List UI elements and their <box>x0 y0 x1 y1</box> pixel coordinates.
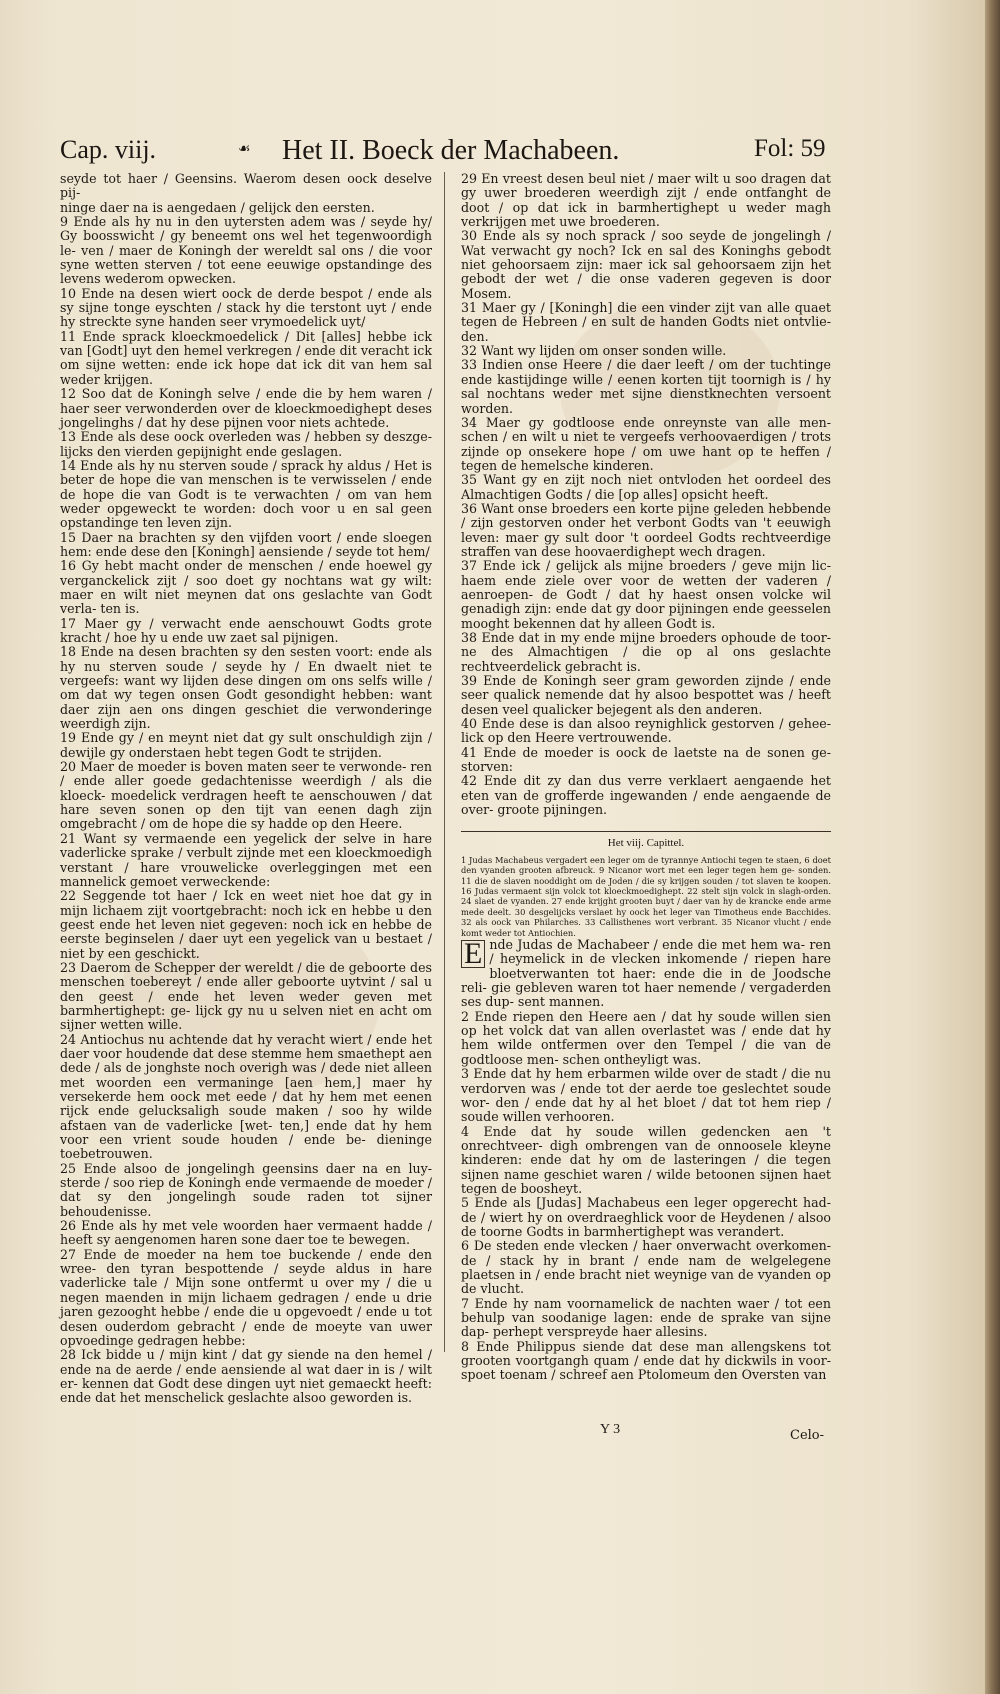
verse: 19 Ende gy / en meynt niet dat gy sult onschuldigh zijn / dewijle gy onderstaen hebt tegen Godt te strijden. <box>60 730 432 760</box>
column-divider <box>444 172 445 1352</box>
chapter-heading: Het viij. Capittel. <box>461 831 831 850</box>
verse: 2 Ende riepen den Heere aen / dat hy soude willen sien op het volck dat van allen overlastet was / ende dat hy hem wilde ontfermen over den Tempel / die van de godtloose men- schen ontheyligt was. <box>461 1008 831 1067</box>
verse: ninge daer na is aengedaen / gelijck den eersten. <box>60 199 375 215</box>
left-column <box>60 172 432 1406</box>
verse: seyde tot haer / Geensins. Waerom desen oock deselve pij- <box>60 171 432 201</box>
verse: 27 Ende de moeder na hem toe buckende / ende den wree- den tyran bespottende / seyde aldus in hare vaderlicke tale / Mijn sone ontfermt u over my / die u negen maenden in mijn lichaem gedragen / ende u drie jaren gezooght hebbe / ende die u opgevoedt / ende u tot desen ouderdom gebracht / ende de moeyte van uwer opvoedinge gedragen hebbe: <box>60 1246 432 1348</box>
catchword: Celo- <box>790 1428 825 1443</box>
verse: 34 Maer gy godtloose ende onreynste van alle men- schen / en wilt u niet te vergeefs verhoovaerdigen / trots zijnde op onsekere hope / om uwe hant op te heffen / tegen de hemelsche kinderen. <box>461 414 831 473</box>
ornament-icon: ☙ <box>238 142 251 157</box>
verse: 35 Want gy en zijt noch niet ontvloden het oordeel des Almachtigen Godts / die [op alles] opsicht heeft. <box>461 472 831 502</box>
verse: 3 Ende dat hy hem erbarmen wilde over de stadt / die nu verdorven was / ende tot der aerde toe geslechtet soude wor- den / ende dat hy al het bloet / dat tot hem riep / soude willen verhooren. <box>461 1066 831 1125</box>
chapter-label: Cap. viij. <box>60 135 157 164</box>
verse: 6 De steden ende vlecken / haer onverwacht overkomen- de / stack hy in brant / ende nam de welgelegene plaetsen in / ende bracht niet weynige van de vyanden op de vlucht. <box>461 1238 831 1297</box>
verse: 12 Soo dat de Koningh selve / ende die by hem waren / haer seer verwonderden over de kloeckmoedighept deses jongelinghs / dat hy dese pijnen voor niets achtede. <box>60 386 432 430</box>
verse: 25 Ende alsoo de jongelingh geensins daer na en luy- sterde / soo riep de Koningh ende vermaende de moeder / dat sy den jongelingh soude raden tot sijner behoudenisse. <box>60 1160 432 1219</box>
book-title: Het II. Boeck der Machabeen. <box>282 135 620 166</box>
running-header <box>60 135 840 175</box>
verse: 33 Indien onse Heere / die daer leeft / om der tuchtinge ende kastijdinge wille / eenen korten tijt toornigh is / hy sal nochtans weder met sijne dienstknechten versoent worden. <box>461 357 831 416</box>
folio-number: Fol: 59 <box>754 135 826 162</box>
verse: 38 Ende dat in my ende mijne broeders ophoude de toor- ne des Almachtigen / die op al ons geslachte rechtveerdelick gebracht is. <box>461 630 831 674</box>
verse: 4 Ende dat hy soude willen gedencken aen 't onrechtveer- digh ombrengen van de onnoosele kleyne kinderen: ende dat hy om de lasteringen / die tegen sijnen name geschiet waren / wilde betoonen sijnen haet tegen de boosheyt. <box>461 1123 831 1196</box>
verse: 13 Ende als dese oock overleden was / hebben sy deszge- lijcks den vierden gepijnight ende geslagen. <box>60 429 432 459</box>
verse: 5 Ende als [Judas] Machabeus een leger opgerecht had- de / wiert hy on overdraeghlick voor de Heydenen / alsoo de toorne Godts in barmhertighept was verandert. <box>461 1195 831 1239</box>
verse: 32 Want wy lijden om onser sonden wille. <box>461 343 727 359</box>
verse: 22 Seggende tot haer / Ick en weet niet hoe dat gy in mijn lichaem zijt voortgebracht: noch ick en hebbe u den geest ende het leven niet gegeven: noch ick en hebbe de eerste beginselen / daer uyt een yegelick van u bestaet / niet by een geschickt. <box>60 888 432 961</box>
verse: 20 Maer de moeder is boven maten seer te verwonde- ren / ende aller goede gedachtenisse weerdigh / als die kloeck- moedelick verdragen heeft te aenschouwen / dat hare seven sonen op den tijt van eenen dagh zijn omgebracht / om de hope die sy hadde op den Heere. <box>60 759 432 832</box>
verse: 31 Maer gy / [Koningh] die een vinder zijt van alle quaet tegen de Hebreen / en sult de handen Godts niet ontvlie- den. <box>461 300 831 344</box>
chapter-opening <box>461 938 831 1010</box>
verse: 23 Daerom de Schepper der wereldt / die de geboorte des menschen toebereyt / ende aller geboorte uytvint / sal u den geest / ende het leven weder geven met barmhertighept: ge- lijck gy nu u selven niet en acht om sijner wetten wille. <box>60 959 432 1033</box>
signature-mark: Y 3 <box>600 1422 621 1437</box>
verse: 36 Want onse broeders een korte pijne geleden hebbende / zijn gestorven onder het verbont Godts van 't eeuwigh leven: maer gy sult door 't oordeel Godts rechtveerdige straffen van dese hoovaerdighept wech dragen. <box>461 500 831 559</box>
verse: 21 Want sy vermaende een yegelick der selve in hare vaderlicke sprake / verbult zijnde met een kloeckmoedigh verstant / hare vrouwelicke overleggingen met een mannelick gemoet verweckende: <box>60 830 432 889</box>
verse: 10 Ende na desen wiert oock de derde bespot / ende als sy sijne tonge eyschten / stack hy die terstont uyt / ende hy streckte syne handen seer vrymoedelick uyt/ <box>60 285 432 330</box>
verse: 26 Ende als hy met vele woorden haer vermaent hadde / heeft sy aengenomen haren sone daer toe te bewegen. <box>60 1218 432 1248</box>
verse: 8 Ende Philippus siende dat dese man allengskens tot grooten voortgangh quam / ende dat hy dickwils in voor- spoet toenam / schreef aen Ptolomeum den Oversten van <box>461 1338 831 1383</box>
chapter-summary: 1 Judas Machabeus vergadert een leger om de tyrannye Antiochi tegen te staen, 6 doet den vyanden grooten afbreuck. 9 Nicanor wort met een leger tegen hem ge- sonden. 11 die de slaven nooddight om de Joden / die sy krijgen souden / tot slaven te koopen. 16 Judas vermaent sijn volck tot kloeckmoedighept. 22 stelt sijn volck in slagh-orden. 24 slaet de vyanden. 27 ende krijght grooten buyt / daer van hy de krancke ende arme mede deelt. 30 desgelijcks verslaet hy oock het leger van Timotheus ende Bacchides. 32 als oock van Philarches. 33 Callisthenes wort verbrant. 35 Nicanor vlucht / ende komt weder tot Antiochien. <box>461 854 831 938</box>
verse: 29 En vreest desen beul niet / maer wilt u soo dragen dat gy uwer broederen weerdigh zijt / ende ontfanght de doot / op dat ick in barmhertighept u weder magh verkrijgen met uwe broederen. <box>461 171 831 230</box>
verse: 41 Ende de moeder is oock de laetste na de sonen ge- storven: <box>461 744 831 775</box>
verse: 42 Ende dit zy dan dus verre verklaert aengaende het eten van de grofferde ingewanden / ende aengaende de over- groote pijningen. <box>461 773 831 818</box>
verse: 7 Ende hy nam voornamelick de nachten waer / tot een behulp van soodanige lagen: ende de sprake van sijne dap- perhept verspreyde haer allesins. <box>461 1295 831 1340</box>
verse: 39 Ende de Koningh seer gram geworden zijnde / ende seer qualick nemende dat hy alsoo bespottet was / heeft desen veel qualicker bejegent als den anderen. <box>461 673 831 717</box>
verse: 24 Antiochus nu achtende dat hy veracht wiert / ende het daer voor houdende dat dese stemme hem smaethept aen dede / als de jonghste noch overigh was / dede niet alleen met woorden een vermaninge [aen hem,] maer hy versekerde hem oock met eede / dat hy hem met eenen rijck ende gelucksaligh soude maken / soo hy wilde afstaen van de vaderlicke [wet- ten,] ende dat hy hem voor een vrient soude houden / ende be- dieninge toebetrouwen. <box>60 1031 432 1162</box>
verse: 9 Ende als hy nu in den uytersten adem was / seyde hy/ Gy boosswicht / gy beneemt ons wel het tegenwoordigh le- ven / maer de Koningh der wereldt sal ons / die voor syne wetten sterven / tot eene eeuwige opstandinge des levens wederom opwecken. <box>60 214 432 287</box>
verse: 16 Gy hebt macht onder de menschen / ende hoewel gy verganckelick zijt / soo doet gy nochtans wat gy wilt: maer en wilt niet meynen dat ons geslachte van Godt verla- ten is. <box>60 558 432 617</box>
verse: 30 Ende als sy noch sprack / soo seyde de jongelingh / Wat verwacht gy noch? Ick en sal des Koninghs gebodt niet gehoorsaem zijn: maer ick sal gehoorsaem zijn het gebodt der wet / die onse vaderen gegeven is door Mosem. <box>461 228 831 301</box>
verse: 37 Ende ick / gelijck als mijne broeders / geve mijn lic- haem ende ziele over voor de wetten der vaderen / aenroepen- de Godt / dat hy haest onsen volcke wil genadigh zijn: ende dat gy door pijningen ende geesselen mooght bekennen dat hy alleen Godt is. <box>461 558 831 631</box>
verse: 18 Ende na desen brachten sy den sesten voort: ende als hy nu sterven soude / seyde hy / En dwaelt niet te vergeefs: want wy lijden dese dingen om ons selfs wille / om dat wy tegen onsen Godt gesondight hebben: want daer zijn aen ons dingen geschiet die verwonderinge weerdigh zijn. <box>60 644 432 732</box>
right-column <box>461 172 831 1383</box>
verse: nde Judas de Machabeer / ende die met hem wa- ren / heymelick in de vlecken inkomende / riepen hare bloetverwanten tot haer: ende die in de Joodsche reli- gie gebleven waren tot haer nemende / vergaderden ses dup- sent mannen. <box>461 937 831 1010</box>
verse: 17 Maer gy / verwacht ende aenschouwt Godts grote kracht / hoe hy u ende uw zaet sal pijnigen. <box>60 615 432 645</box>
verse: 28 Ick bidde u / mijn kint / dat gy siende na den hemel / ende na de aerde / ende aensiende al wat daer in is / wilt er- kennen dat Godt dese dingen uyt niet gemaeckt heeft: ende dat het menschelick geslachte alsoo geworden is. <box>60 1347 432 1406</box>
book-edge <box>985 0 1000 1694</box>
drop-cap: E <box>461 940 485 968</box>
verse: 14 Ende als hy nu sterven soude / sprack hy aldus / Het is beter de hope die van menschen is te verwisselen / ende de hope die van Godt is te verwachten / om van hem weder opgeweckt te worden: doch voor u en sal geen opstandinge ten leven zijn. <box>60 457 432 531</box>
verse: 40 Ende dese is dan alsoo reynighlick gestorven / gehee- lick op den Heere vertrouwende. <box>461 716 831 746</box>
verse: 11 Ende sprack kloeckmoedelick / Dit [alles] hebbe ick van [Godt] uyt den hemel verkregen / ende dit veracht ick om sijne wetten: ende ick hope dat ick dit van hem sal weder krijgen. <box>60 328 432 387</box>
verse: 15 Daer na brachten sy den vijfden voort / ende sloegen hem: ende dese den [Koningh] aensiende / seyde tot hem/ <box>60 529 432 559</box>
